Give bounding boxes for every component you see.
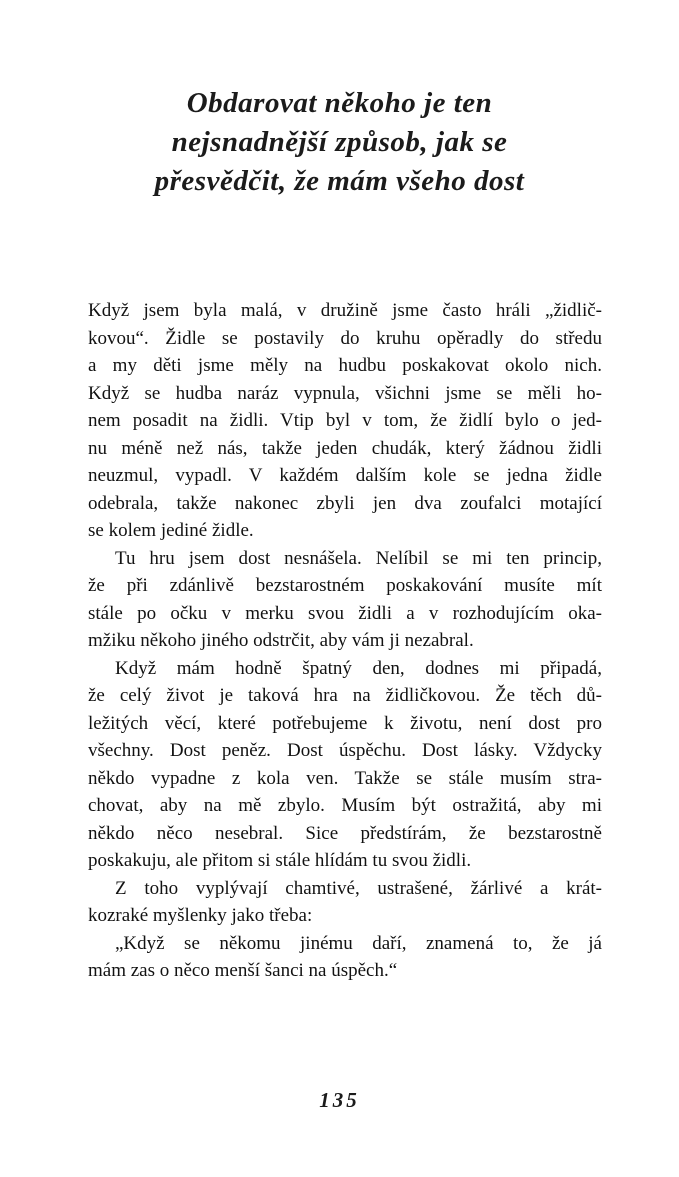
text-line: kovou“. Židle se postavily do kruhu opěradly do středu [88,327,602,349]
chapter-title-line: přesvědčit, že mám všeho dost [154,165,525,197]
text-line: poskakuju, ale přitom si stále hlídám tu svou židli. [88,850,472,871]
paragraph [88,545,602,655]
chapter-title-line: nejsnadnější způsob, jak se [171,126,508,158]
text-line: stále po očku v merku svou židli a v rozhodujícím oka- [88,602,602,624]
text-line: „Když se někomu jinému daří, znamená to, že já [115,932,602,954]
text-line: nu méně než nás, takže jeden chudák, který žádnou židli [88,437,602,459]
book-page [0,84,679,1177]
text-line: chovat, aby na mě zbylo. Musím být ostražitá, aby mi [88,795,602,816]
page-number: 135 [319,1088,360,1112]
text-line: a my děti jsme měly na hudbu poskakovat okolo nich. [88,355,602,376]
paragraph [88,875,602,930]
text-line: mám zas o něco menší šanci na úspěch.“ [88,960,398,981]
text-line: všechny. Dost peněz. Dost úspěchu. Dost lásky. Vždycky [88,740,602,761]
text-line: že při zdánlivě bezstarostném poskakování musíte mít [88,575,602,596]
text-line: někdo něco nesebral. Sice předstírám, že bezstarostně [88,822,602,844]
body-text [88,297,602,985]
text-line: Z toho vyplývají chamtivé, ustrašené, žárlivé a krát- [115,877,602,899]
text-line: někdo vypadne z kola ven. Takže se stále musím stra- [88,767,602,789]
paragraph [88,655,602,875]
chapter-title [60,84,620,201]
paragraph [88,297,602,545]
text-line: neuzmul, vypadl. V každém dalším kole se jedna židle [88,465,602,486]
text-line: Když se hudba naráz vypnula, všichni jsme se měli ho- [88,382,602,404]
text-line: Tu hru jsem dost nesnášela. Nelíbil se mi ten princip, [115,547,602,569]
text-line: Když jsem byla malá, v družině jsme často hráli „židlič- [88,300,602,321]
text-line: že celý život je taková hra na židličkovou. Že těch dů- [88,685,602,706]
text-line: kozraké myšlenky jako třeba: [88,905,313,926]
text-line: mžiku někoho jiného odstrčit, aby vám ji nezabral. [88,630,474,651]
text-line: nem posadit na židli. Vtip byl v tom, že židlí bylo o jed- [88,410,602,431]
text-line: ležitých věcí, které potřebujeme k životu, není dost pro [88,712,602,734]
paragraph [88,930,602,985]
chapter-title-line: Obdarovat někoho je ten [186,87,493,119]
text-line: Když mám hodně špatný den, dodnes mi připadá, [115,657,602,679]
text-line: odebrala, takže nakonec zbyli jen dva zoufalci motající [88,492,602,514]
text-line: se kolem jediné židle. [88,520,254,541]
